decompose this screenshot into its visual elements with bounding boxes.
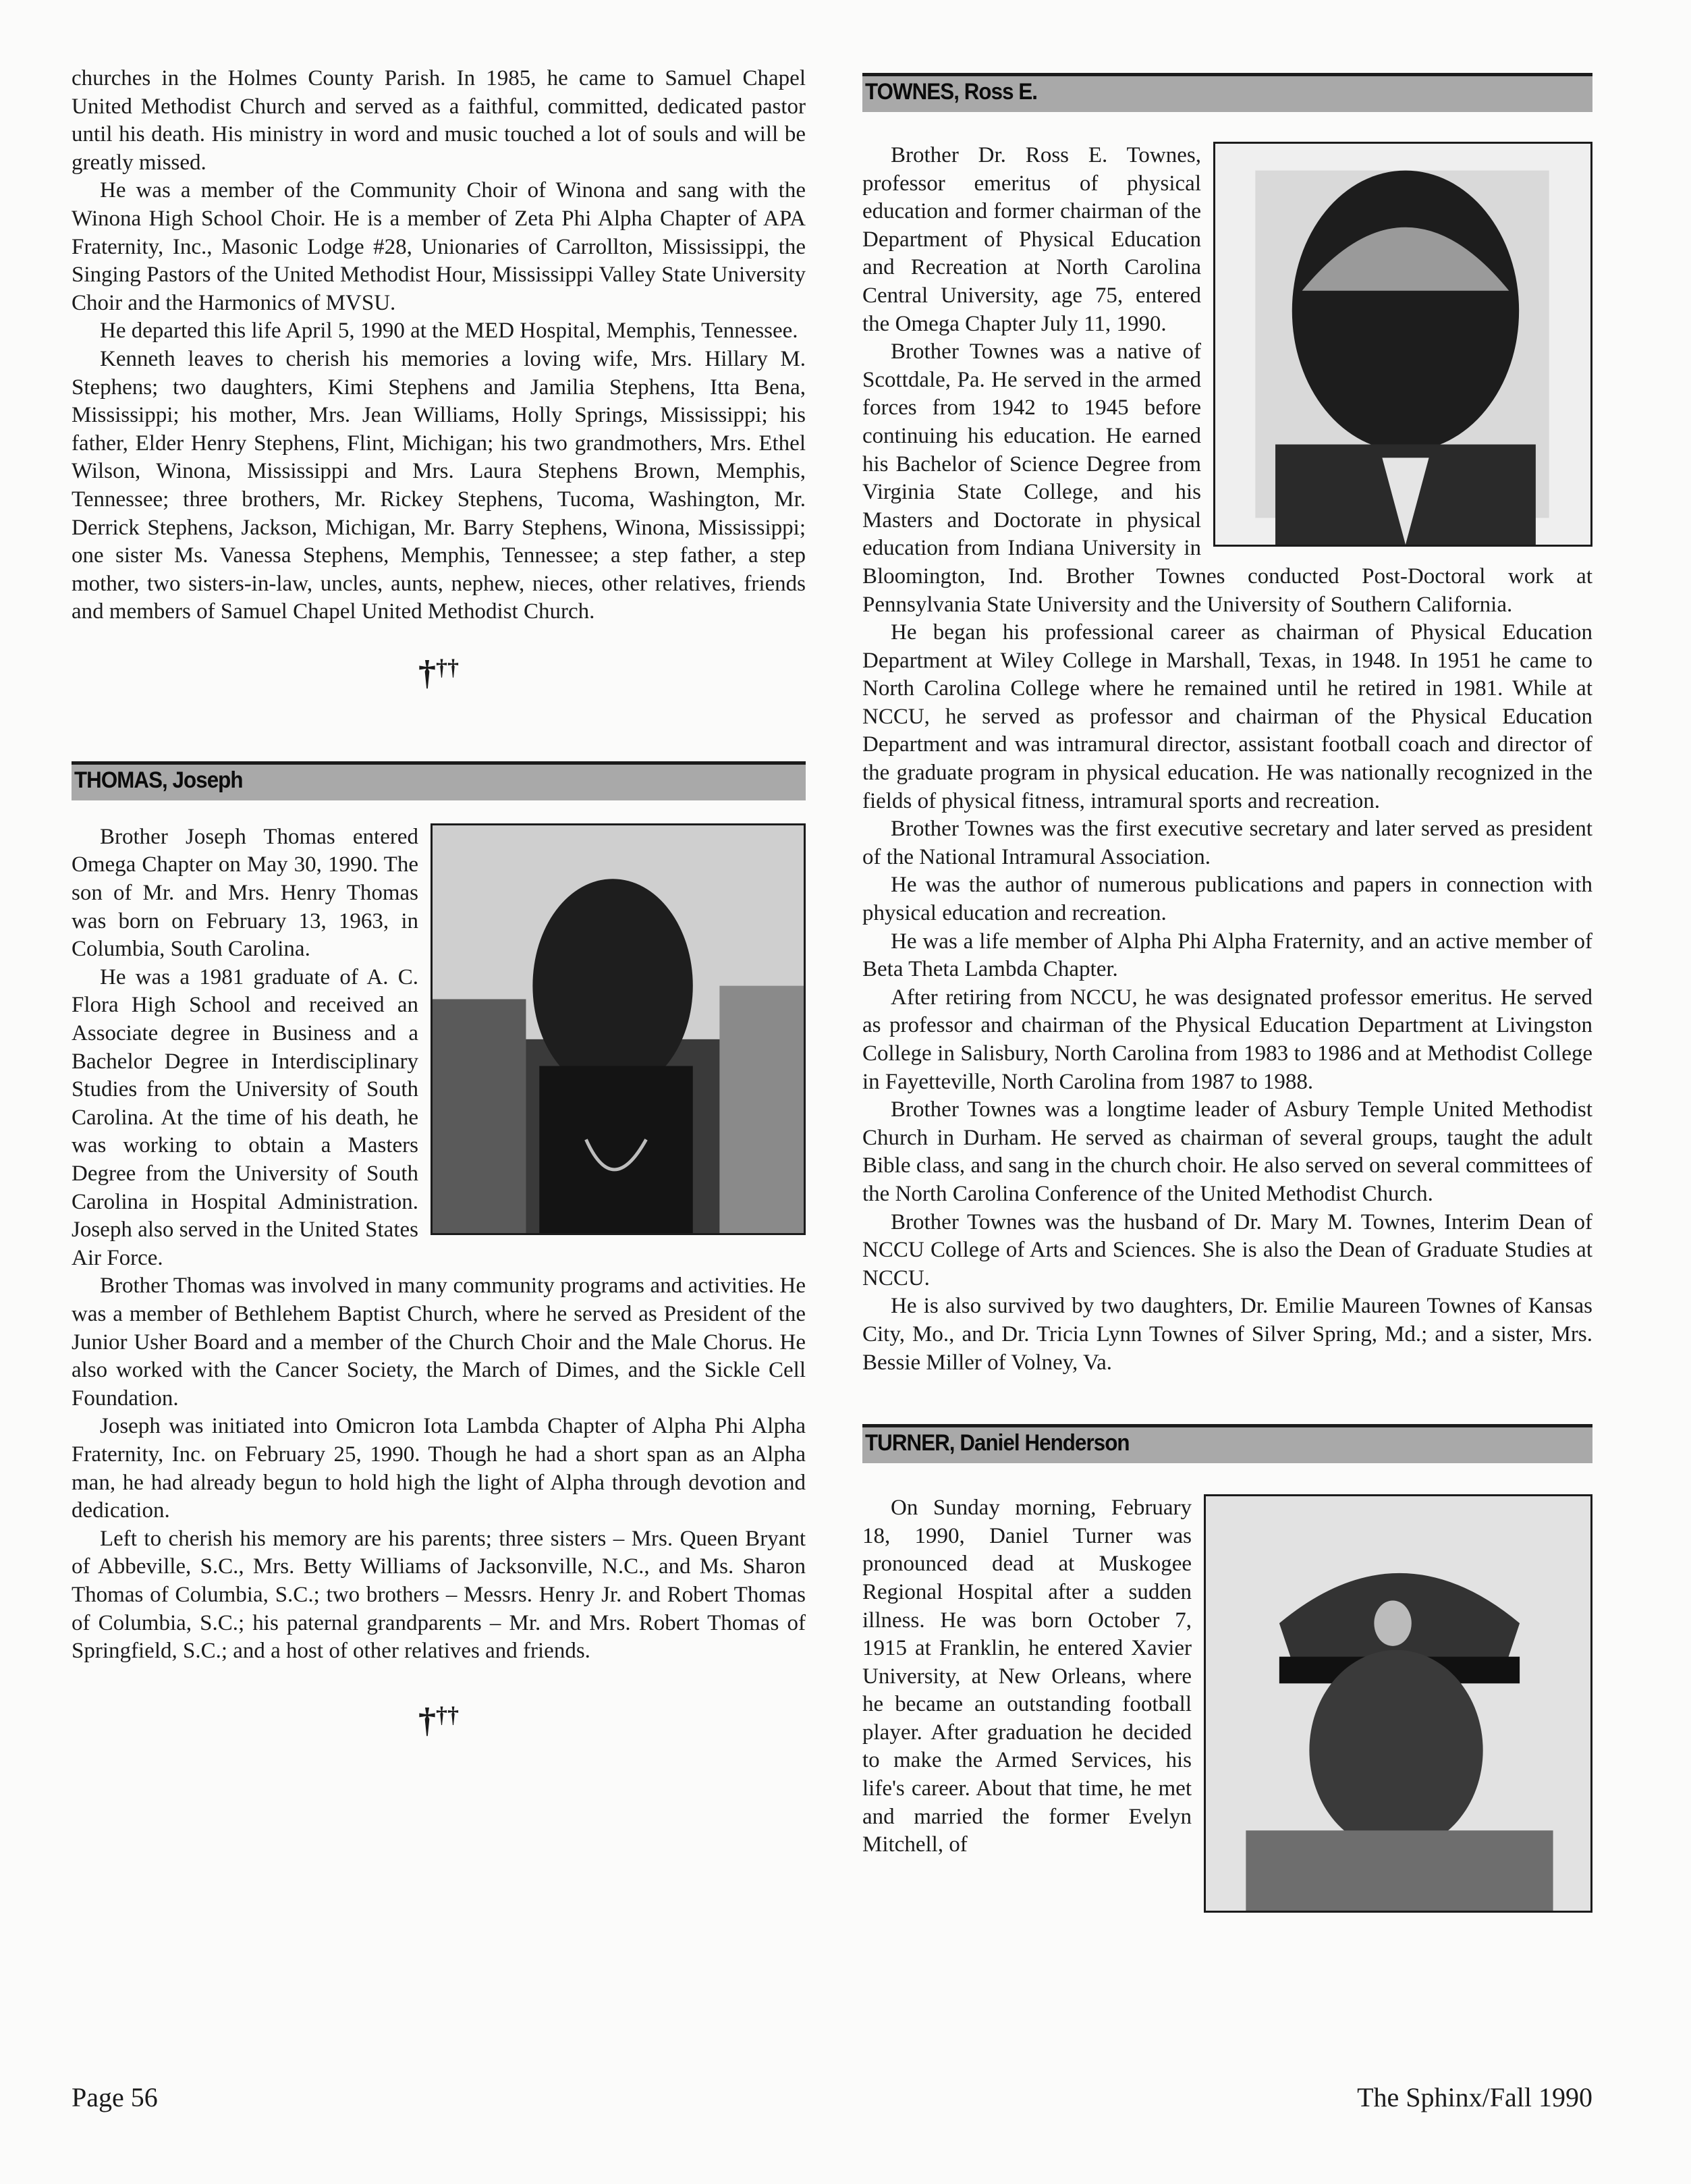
paragraph: He departed this life April 5, 1990 at the MED Hospital, Memphis, Tennessee. xyxy=(100,319,798,344)
publication-title: The Sphinx/Fall 1990 xyxy=(1357,2082,1592,2112)
section-header xyxy=(72,761,806,800)
portrait-thomas xyxy=(433,825,804,1233)
portrait-townes xyxy=(1215,144,1590,545)
section-header xyxy=(862,1424,1592,1463)
paragraph: Kenneth leaves to cherish his memories a loving wife, Mrs. Hillary M. Stephens; two daughters, Kimi Stephens and Jamilia Stephens, Itta Bena, Mississippi; his mother, Mrs. Jean Williams, Holly Springs, Mississippi; his father, Elder Henry Stephens, Flint, Michigan; his two grandmothers, Mrs. Ethel Wilson, Winona, Mississippi and Mrs. Laura Stephens Brown, Memphis, Tennessee; three brothers, Mr. Rickey Stephens, Tucoma, Washington, Mr. Derrick Stephens, Jackson, Michigan, Mr. Barry Stephens, Winona, Mississippi; one sister Ms. Vanessa Stephens, Memphis, Tennessee; a step father, a step mother, two sisters-in-law, uncles, aunts, nephew, nieces, other relatives, friends and members of Samuel Chapel United Methodist Church. xyxy=(72,346,806,624)
paragraph: He was a life member of Alpha Phi Alpha Fraternity, and an active member of Beta Theta Lambda Chapter. xyxy=(862,929,1592,982)
paragraph: He began his professional career as chairman of Physical Education Department at Wiley College in Marshall, Texas, in 1948. In 1951 he came to North Carolina College where he remained until he retired in 1981. While at NCCU, he served as professor and chairman of the Physical Education Department and was intramural director, assistant football coach and director of the graduate program in physical education. He was nationally recognized in the fields of physical fitness, intramural sports and recreation. xyxy=(862,620,1592,813)
paragraph: He was the author of numerous publications and papers in connection with physical education and recreation. xyxy=(862,873,1592,926)
paragraph: On Sunday morning, February 18, 1990, Daniel Turner was pronounced dead at Muskogee Regional Hospital after a sudden illness. He was born October 7, 1915 at Franklin, he entered Xavier University, at New Orleans, where he became an outstanding football player. After graduation he decided to make the Armed Services, his life's career. About that time, he met and married the former Evelyn Mitchell, of xyxy=(862,1496,1192,1857)
paragraph: Brother Joseph Thomas entered Omega Chapter on May 30, 1990. The son of Mr. and Mrs. Henry Thomas was born on February 13, 1963, in Columbia, South Carolina. xyxy=(72,824,418,962)
paragraph: Brother Thomas was involved in many community programs and activities. He was a member of Bethlehem Baptist Church, where he served as President of the Junior Usher Board and a member of the Church Choir and the Male Chorus. He also worked with the Cancer Society, the March of Dimes, and the Sickle Cell Foundation. xyxy=(72,1274,806,1411)
section-heading: THOMAS, Joseph xyxy=(74,767,243,793)
cross-separator: ††† xyxy=(418,1701,459,1740)
left-column xyxy=(72,65,806,1741)
stephens-continued xyxy=(72,65,806,626)
portrait-photo xyxy=(431,823,806,1235)
section-header xyxy=(862,73,1592,112)
paragraph: Brother Townes was the husband of Dr. Mary M. Townes, Interim Dean of NCCU College of Arts and Sciences. She is also the Dean of Graduate Studies at NCCU. xyxy=(862,1209,1592,1290)
paragraph: After retiring from NCCU, he was designated professor emeritus. He served as professor and chairman of the Physical Education Department at Livingston College in Salisbury, North Carolina from 1983 to 1986 and at Methodist College in Fayetteville, North Carolina from 1987 to 1988. xyxy=(862,985,1592,1094)
paragraph: Brother Dr. Ross E. Townes, professor emeritus of physical education and former chairman of the Department of Physical Education and Recreation at North Carolina Central University, age 75, entered the Omega Chapter July 11, 1990. xyxy=(862,143,1201,336)
obituary-thomas xyxy=(72,761,806,1666)
paragraph: Brother Townes was a longtime leader of Asbury Temple United Methodist Church in Durham. He served as chairman of several groups, taught the adult Bible class, and sang in the church choir. He also served on several committees of the North Carolina Conference of the United Methodist Church. xyxy=(862,1097,1592,1206)
page-number: Page 56 xyxy=(72,2082,158,2112)
right-column xyxy=(862,73,1592,1918)
paragraph: Brother Townes was the first executive secretary and later served as president of the National Intramural Association. xyxy=(862,817,1592,869)
obituary-townes xyxy=(862,73,1592,1377)
paragraph: He was a member of the Community Choir of Winona and sang with the Winona High School Choir. He is a member of Zeta Phi Alpha Chapter of APA Fraternity, Inc., Masonic Lodge #28, Unionaries of Carrollton, Mississippi, the Singing Pastors of the United Methodist Hour, Mississippi Valley State University Choir and the Harmonics of MVSU. xyxy=(72,178,806,315)
paragraph: churches in the Holmes County Parish. In 1985, he came to Samuel Chapel United Methodist Church and served as a faithful, committed, dedicated pastor until his death. His ministry in word and music touched a lot of souls and will be greatly missed. xyxy=(72,66,806,175)
paragraph: He was a 1981 graduate of A. C. Flora High School and received an Associate degree in Business and a Bachelor Degree in Interdisciplinary Studies from the University of South Carolina. At the time of his death, he was working to obtain a Masters Degree from the University of South Carolina in Hospital Administration. Joseph also served in the United States Air Force. xyxy=(72,964,418,1270)
paragraph: Brother Townes was a native of Scottdale, Pa. He served in the armed forces from 1942 to 1945 before continuing his education. He earned his Bachelor of Science Degree from Virginia State College, and his Masters and Doctorate in physical education from Indiana University in Bloomington, Ind. Brother Townes conducted Post-Doctoral work at Pennsylvania State University and the University of Southern California. xyxy=(862,339,1592,617)
paragraph: Joseph was initiated into Omicron Iota Lambda Chapter of Alpha Phi Alpha Fraternity, Inc. on February 25, 1990. Though he had a short span as an Alpha man, he had already begun to hold high the light of Alpha through devotion and dedication. xyxy=(72,1414,806,1523)
paragraph: Left to cherish his memory are his parents; three sisters – Mrs. Queen Bryant of Abbeville, S.C., Mrs. Betty Williams of Jacksonville, N.C., and Ms. Sharon Thomas of Columbia, S.C.; two brothers – Messrs. Henry Jr. and Robert Thomas of Columbia, S.C.; his paternal grandparents – Mr. and Mrs. Robert Thomas of Springfield, S.C.; and a host of other relatives and friends. xyxy=(72,1526,806,1664)
portrait-turner xyxy=(1206,1496,1590,1911)
portrait-photo xyxy=(1213,142,1592,547)
cross-separator: ††† xyxy=(418,653,459,692)
portrait-photo xyxy=(1204,1494,1592,1913)
section-heading: TOWNES, Ross E. xyxy=(865,79,1038,105)
obituary-turner xyxy=(862,1424,1592,1859)
paragraph: He is also survived by two daughters, Dr. Emilie Maureen Townes of Kansas City, Mo., and Dr. Tricia Lynn Townes of Silver Spring, Md.; and a sister, Mrs. Bessie Miller of Volney, Va. xyxy=(862,1294,1592,1375)
section-heading: TURNER, Daniel Henderson xyxy=(865,1430,1130,1456)
